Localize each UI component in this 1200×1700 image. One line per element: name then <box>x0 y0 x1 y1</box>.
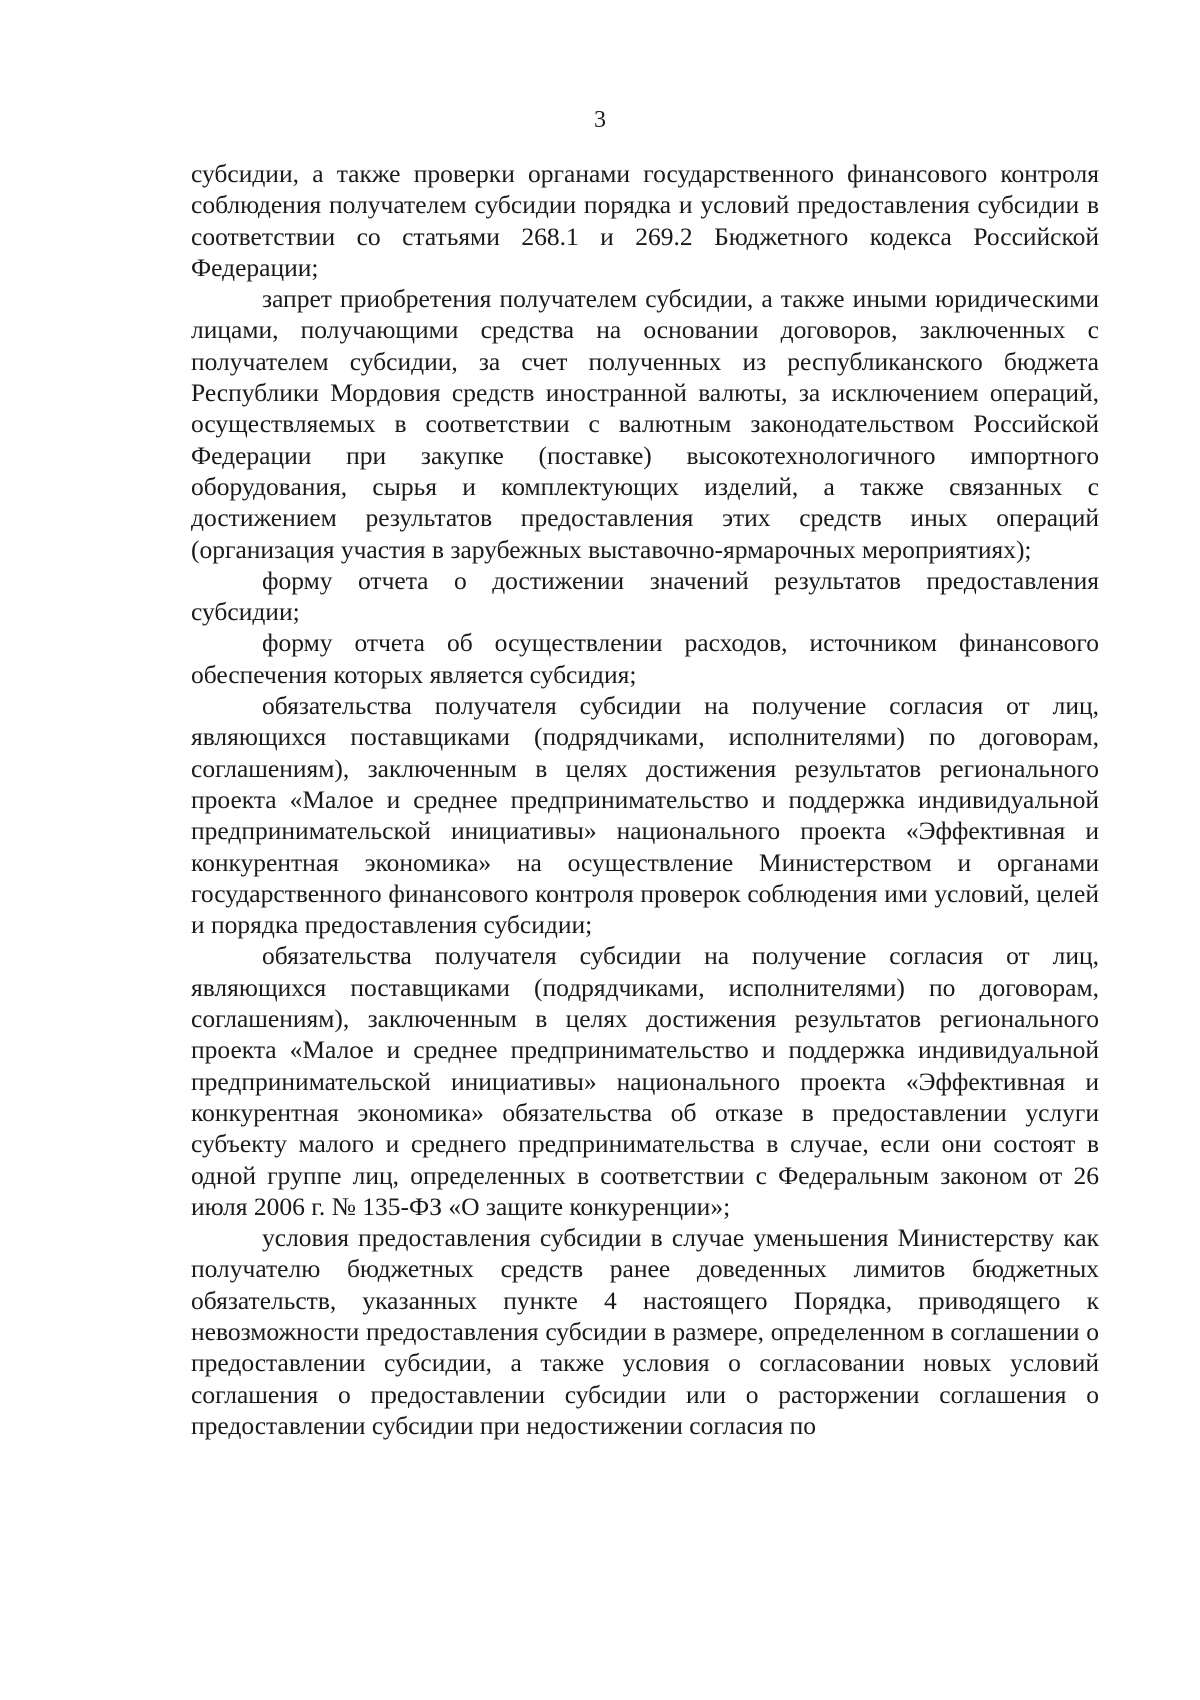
paragraph-results-report-form: форму отчета о достижении значений результатов предоставления субсидии; <box>191 565 1099 627</box>
paragraph-currency-ban: запрет приобретения получателем субсидии, а также иными юридическими лицами, получающими средства на основании договоров, заключенных с получателем субсидии, за счет полученных из республиканского бюджета Республики Мордовия средств иностранной валюты, за исключением операций, осуществляемых в соответствии с валютным законодательством Российской Федерации при закупке (поставке) высокотехнологичного импортного оборудования, сырья и комплектующих изделий, а также связанных с достижением результатов предоставления этих средств иных операций (организация участия в зарубежных выставочно-ярмарочных мероприятиях); <box>191 284 1099 564</box>
paragraph-inspection-consent: обязательства получателя субсидии на получение согласия от лиц, являющихся поставщиками (подрядчиками, исполнителями) по договорам, соглашениям), заключенным в целях достижения результатов регионального проекта «Малое и среднее предпринимательство и поддержка индивидуальной предпринимательской инициативы» национального проекта «Эффективная и конкурентная экономика» на осуществление Министерством и органами государственного финансового контроля проверок соблюдения ими условий, целей и порядка предоставления субсидии; <box>191 691 1099 940</box>
paragraph-continuation: субсидии, а также проверки органами государственного финансового контроля соблюдения получателем субсидии порядка и условий предоставления субсидии в соответствии со статьями 268.1 и 269.2 Бюджетного кодекса Российской Федерации; <box>191 159 1099 282</box>
page-number: 3 <box>594 107 606 133</box>
paragraph-expense-report-form: форму отчета об осуществлении расходов, источником финансового обеспечения которых является субсидия; <box>191 628 1099 689</box>
document-body <box>191 158 1099 1441</box>
paragraph-limit-reduction: условия предоставления субсидии в случае уменьшения Министерству как получателю бюджетных средств ранее доведенных лимитов бюджетных обязательств, указанных пункте 4 настоящего Порядка, приводящего к невозможности предоставления субсидии в размере, определенном в соглашении о предоставлении субсидии, а также условия о согласовании новых условий соглашения о предоставлении субсидии или о расторжении соглашения о предоставлении субсидии при недостижении согласия по <box>191 1223 1099 1440</box>
paragraph-refusal-obligation: обязательства получателя субсидии на получение согласия от лиц, являющихся поставщиками (подрядчиками, исполнителями) по договорам, соглашениям), заключенным в целях достижения результатов регионального проекта «Малое и среднее предпринимательство и поддержка индивидуальной предпринимательской инициативы» национального проекта «Эффективная и конкурентная экономика» обязательства об отказе в предоставлении услуги субъекту малого и среднего предпринимательства в случае, если они состоят в одной группе лиц, определенных в соответствии с Федеральным законом от 26 июля 2006 г. № 135-ФЗ «О защите конкуренции»; <box>191 941 1099 1221</box>
